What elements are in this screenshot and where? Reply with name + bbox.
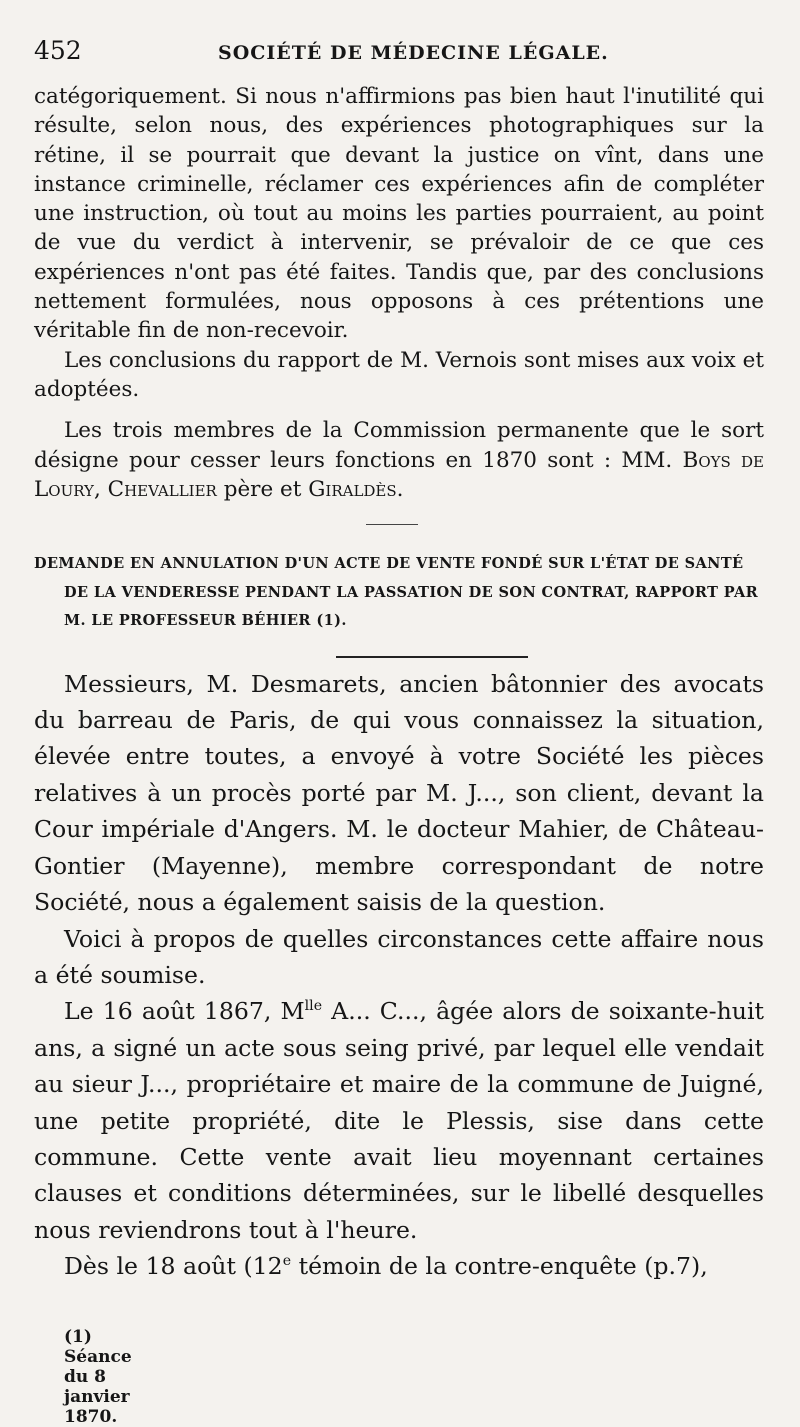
paragraph-witness bbox=[34, 1248, 764, 1284]
paragraph-circumstances: Voici à propos de quelles circonstances cette affaire nous a été soumise. bbox=[34, 924, 764, 989]
paragraph-commission bbox=[34, 416, 764, 504]
sale-text-rest: A... C..., âgée alors de soixante-huit ans, a signé un acte sous seing privé, par lequel elle vendait au sieur J..., propriétaire et maire de la commune de Juigné, une petite propriété, dite le Plessis, sise dans cette commune. Cette vente avait lieu moyennant certaines clauses et conditions déterminées, sur le libellé desquelles nous reviendrons tout à l'heure. bbox=[34, 997, 764, 1244]
section-title-line: M. LE PROFESSEUR BÉHIER (1). bbox=[64, 612, 347, 630]
superscript: e bbox=[282, 1253, 292, 1270]
witness-text-start: Dès le 18 août (12 bbox=[64, 1252, 283, 1281]
witness-text-rest: témoin de la contre-enquête (p.7), bbox=[291, 1252, 708, 1281]
superscript: lle bbox=[304, 998, 323, 1015]
separator: père et bbox=[216, 476, 309, 502]
short-divider bbox=[366, 524, 418, 525]
paragraph-adoption: Les conclusions du rapport de M. Vernois sont mises aux voix et adoptées. bbox=[34, 347, 764, 402]
member-name: Boys de Loury bbox=[34, 447, 765, 502]
section-title-line: DEMANDE EN ANNULATION D'UN ACTE DE VENTE FONDÉ SUR L'ÉTAT DE SANTÉ bbox=[34, 555, 744, 573]
sale-text-start: Le 16 août 1867, M bbox=[64, 997, 305, 1026]
page-header bbox=[34, 36, 764, 82]
paragraph-continued: catégoriquement. Si nous n'affirmions pas bien haut l'inutilité qui résulte, selon nous, des expériences photographiques sur la rétine, il se pourrait que devant la justice on vînt, dans une instance criminelle, réclamer ces expériences afin de compléter une instruction, où tout au moins les parties pourraient, au point de vue du verdict à intervenir, se prévaloir de ce que ces expériences n'ont pas été faites. Tandis que, par des conclusions nettement formulées, nous opposons à ces prétentions une véritable fin de non-recevoir. bbox=[34, 84, 764, 344]
separator: , bbox=[93, 476, 108, 502]
section-title-line: DE LA VENDERESSE PENDANT LA PASSATION DE SON CONTRAT, RAPPORT PAR bbox=[64, 583, 759, 601]
page-number: 452 bbox=[34, 36, 82, 65]
footnote: (1) Séance du 8 janvier 1870. bbox=[64, 1327, 132, 1427]
title-divider bbox=[336, 656, 528, 658]
report-body bbox=[34, 666, 764, 1285]
commission-text: Les trois membres de la Commission permanente que le sort désigne pour cesser leurs fonctions en 1870 sont : MM. bbox=[34, 418, 764, 473]
paragraph-sale bbox=[34, 993, 764, 1248]
member-name: Giraldès bbox=[308, 476, 397, 502]
running-head: SOCIÉTÉ DE MÉDECINE LÉGALE. bbox=[218, 42, 609, 64]
period: . bbox=[396, 476, 404, 502]
member-name: Chevallier bbox=[107, 476, 217, 502]
paragraph-messieurs: Messieurs, M. Desmarets, ancien bâtonnier des avocats du barreau de Paris, de qui vous connaissez la situation, élevée entre toutes, a envoyé à votre Société les pièces relatives à un procès porté par M. J..., son client, devant la Cour impériale d'Angers. M. le docteur Mahier, de Château-Gontier (Mayenne), membre correspondant de notre Société, nous a également saisis de la question. bbox=[34, 669, 764, 917]
section-title bbox=[34, 550, 764, 636]
